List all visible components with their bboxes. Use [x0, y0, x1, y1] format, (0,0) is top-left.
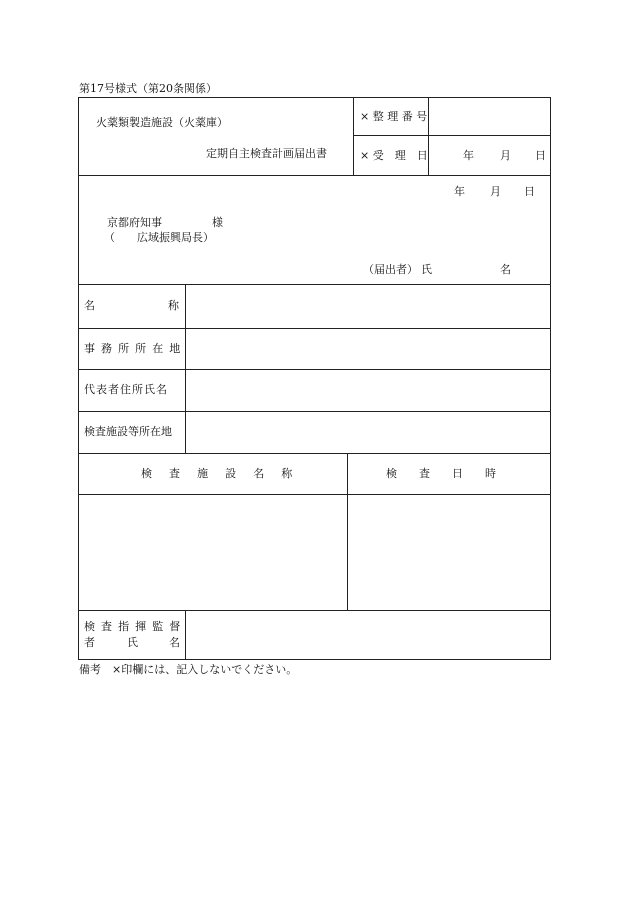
office-use-divider: [428, 98, 429, 175]
remarks-note: 備考 ×印欄には、記入しないでください。: [79, 663, 298, 676]
addressee-alt: （ 広域振興局長）: [104, 231, 214, 244]
supervisor-divider: [185, 610, 186, 659]
facility-address-label: 検査施設等所在地: [84, 425, 172, 438]
office-use-number-label: × 整 理 番 号: [360, 110, 428, 123]
inspection-header-rule: [79, 494, 550, 495]
supervisor-label-line2-a: 者: [84, 636, 95, 649]
notification-form: [78, 97, 551, 660]
supervisor-label-line2-c: 名: [169, 636, 180, 649]
received-day-label: 日: [535, 149, 546, 162]
field-rule-1: [79, 328, 550, 329]
office-use-row-rule: [353, 135, 550, 136]
field-rule-3: [79, 411, 550, 412]
submission-bottom-rule: [79, 284, 550, 285]
header-bottom-rule: [79, 175, 550, 176]
applicant-name-label-2: 名: [500, 263, 511, 276]
field-rule-2: [79, 369, 550, 370]
office-address-label: 事務所所在地: [84, 342, 187, 355]
submission-day-label: 日: [524, 185, 535, 198]
addressee: 京都府知事: [107, 216, 162, 229]
inspection-divider: [347, 453, 348, 610]
name-label-1: 名: [84, 299, 95, 312]
form-number: 第17号様式（第20条関係）: [79, 82, 217, 95]
inspection-bottom-rule: [79, 610, 550, 611]
applicant-label: （届出者）: [363, 263, 418, 276]
submission-year-label: 年: [454, 185, 465, 198]
form-title-line1: 火薬類製造施設（火薬庫）: [96, 116, 228, 129]
facility-name-header: 検査施設名称: [141, 467, 310, 480]
received-month-label: 月: [500, 149, 511, 162]
supervisor-label-line2-b: 氏: [127, 636, 138, 649]
field-rule-4: [79, 453, 550, 454]
honorific: 様: [212, 216, 223, 229]
form-title-line2: 定期自主検査計画届出書: [206, 147, 327, 160]
received-year-label: 年: [463, 149, 474, 162]
applicant-name-label-1: 氏: [421, 263, 432, 276]
representative-label: 代表者住所氏名: [84, 383, 168, 396]
submission-month-label: 月: [490, 185, 501, 198]
inspection-datetime-header: 検 査 日 時: [386, 467, 496, 480]
name-label-2: 称: [168, 299, 179, 312]
header-divider: [353, 98, 354, 175]
office-use-received-label: × 受 理 日: [360, 149, 428, 162]
supervisor-label-line1: 検査指揮監督: [84, 620, 187, 633]
